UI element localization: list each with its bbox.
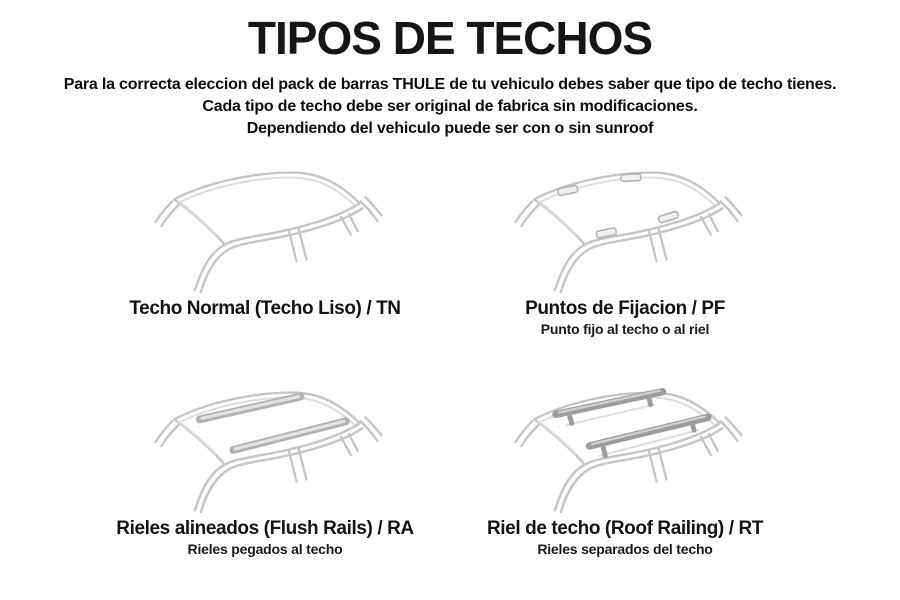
roof-type-card-tn (85, 150, 445, 362)
roof-type-card-rt (445, 362, 805, 600)
flush-rails-roof-icon (104, 370, 426, 518)
roof-type-sublabel-pf: Punto fijo al techo o al riel (540, 321, 710, 337)
roof-type-card-ra (85, 362, 445, 600)
intro-line-1: Para la correcta eleccion del pack de barras THULE de tu vehiculo debes saber que tipo de techo tienes. (63, 76, 837, 93)
roof-type-sublabel-rt: Rieles separados del techo (537, 541, 713, 557)
raised-roof-railing-icon (464, 370, 786, 518)
roof-types-grid (85, 150, 805, 600)
roof-type-sublabel-ra: Rieles pegados al techo (187, 541, 343, 557)
intro-text (10, 74, 890, 140)
intro-line-3: Dependiendo del vehiculo puede ser con o sin sunroof (246, 120, 654, 137)
roof-type-label-tn: Techo Normal (Techo Liso) / TN (129, 298, 401, 319)
car-roof-line-art (155, 173, 381, 292)
intro-line-2: Cada tipo de techo debe ser original de fabrica sin modificaciones. (202, 98, 698, 115)
page-title: TIPOS DE TECHOS (247, 12, 653, 64)
roof-type-label-ra: Rieles alineados (Flush Rails) / RA (116, 518, 414, 539)
roof-type-card-pf (445, 150, 805, 362)
roof-type-label-pf: Puntos de Fijacion / PF (525, 298, 725, 319)
fixation-points-roof-icon (464, 150, 786, 298)
roof-type-label-rt: Riel de techo (Roof Railing) / RT (486, 518, 764, 539)
normal-flat-roof-icon (104, 150, 426, 298)
